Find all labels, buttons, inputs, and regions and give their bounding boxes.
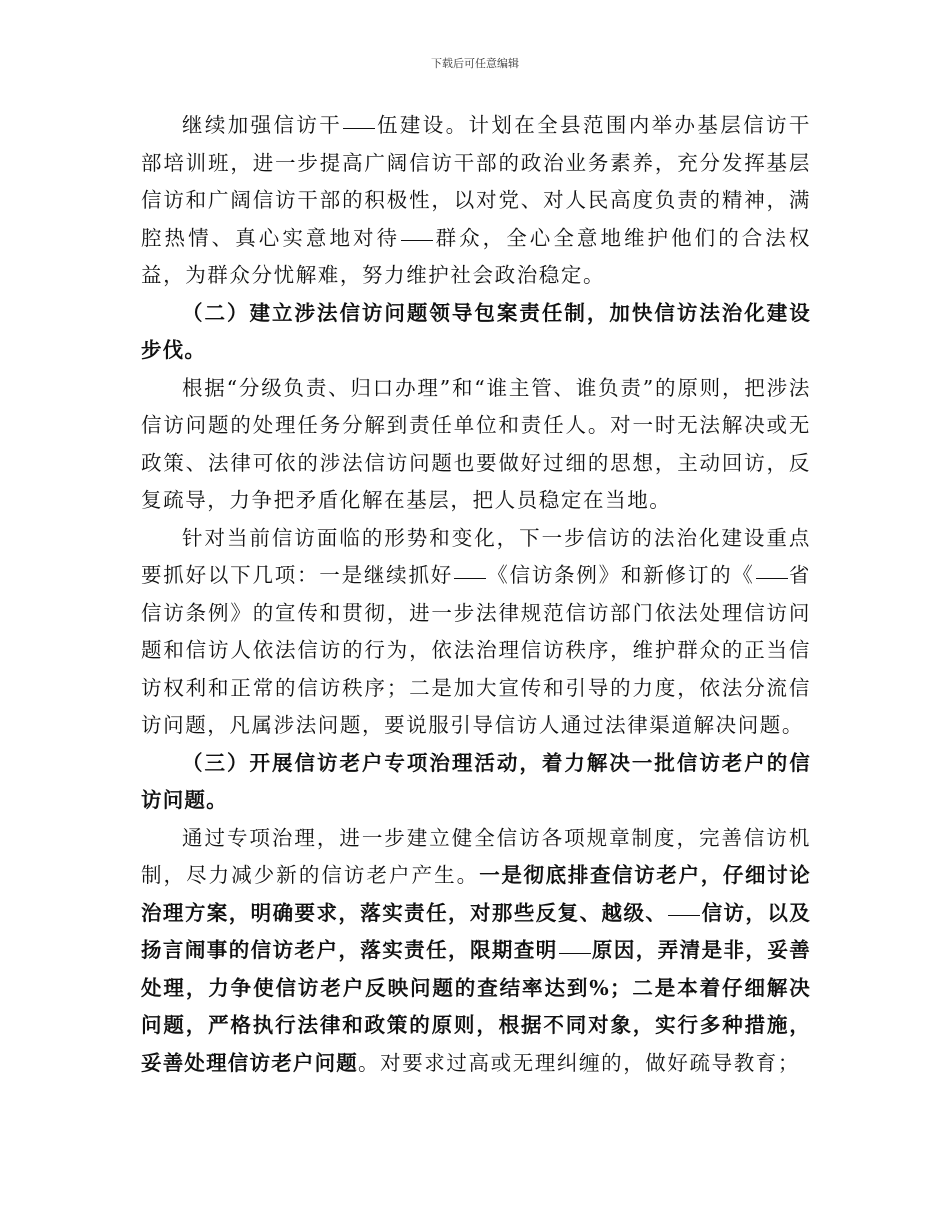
- paragraph-4-text-c: 省信访条例》的宣传和贯彻，进一步法律规范信访部门依法处理信访问题和信访人依法信访的行为，依法治理信访秩序，维护群众的正当信访权利和正常的信访秩序；二是加大宣传和引导的力度，依法分流信访问题，凡属涉法问题，要说服引导信访人通过法律渠道解决问题。: [141, 563, 811, 737]
- paragraph-6-text-e: 。对要求过高或无理纠缠的，做好疏导教育；: [358, 1050, 800, 1075]
- paragraph-4-text-b: 《信访条例》和新修订的《: [487, 563, 755, 587]
- paragraph-6: [141, 820, 811, 1083]
- paragraph-6-bold-c: 信访，以及扬言闹事的信访老户，落实责任，限期查明: [141, 900, 811, 962]
- document-body: [141, 107, 811, 1082]
- paragraph-1: [141, 107, 811, 295]
- paragraph-6-text-a: 通过专项治理，进一步建立健全信访各项规章制度，完善信访机制，尽力减少新的信访老户产生。: [141, 825, 811, 887]
- section-heading-3: （三）开展信访老户专项治理活动，着力解决一批信访老户的信访问题。: [141, 750, 811, 812]
- fill-blank: [343, 127, 375, 129]
- paragraph-6-bold-d: 原因，弄清是非，妥善处理，力争使信访老户反映问题的查结率达到%；二是本着仔细解决问题，严格执行法律和政策的原则，根据不同对象，实行多种措施，妥善处理信访老户问题: [141, 938, 811, 1075]
- section-heading-2: （二）建立涉法信访问题领导包案责任制，加快信访法治化建设步伐。: [141, 300, 811, 362]
- fill-blank: [756, 577, 788, 579]
- fill-blank: [668, 914, 700, 916]
- fill-blank: [559, 952, 591, 954]
- paragraph-4: [141, 520, 811, 745]
- page-header: 下载后可任意编辑: [431, 57, 519, 70]
- fill-blank: [454, 577, 486, 579]
- paragraph-6-bold-b: 一是彻底排查信访老户，仔细讨论治理方案，明确要求，落实责任，对那些反复、越级、: [141, 863, 812, 925]
- fill-blank: [401, 239, 433, 241]
- paragraph-1-text-a: 继续加强信访干: [182, 113, 343, 137]
- paragraph-1-text-c: 群众，全心全意地维护他们的合法权益，为群众分忧解难，努力维护社会政治稳定。: [141, 225, 811, 287]
- paragraph-1-text-b: 伍建设。计划在全县范围内举办基层信访干部培训班，进一步提高广阔信访干部的政治业务素养，充分发挥基层信访和广阔信访干部的积极性，以对党、对人民高度负责的精神，满腔热情、真心实意地对待: [141, 113, 812, 250]
- paragraph-4-text-a: 针对当前信访面临的形势和变化，下一步信访的法治化建设重点要抓好以下几项：一是继续抓好: [141, 525, 811, 587]
- paragraph-3: 根据“分级负责、归口办理”和“谁主管、谁负责”的原则，把涉法信访问题的处理任务分解到责任单位和责任人。对一时无法解决或无政策、法律可依的涉法信访问题也要做好过细的思想，主动回访，反复疏导，力争把矛盾化解在基层，把人员稳定在当地。: [141, 375, 811, 512]
